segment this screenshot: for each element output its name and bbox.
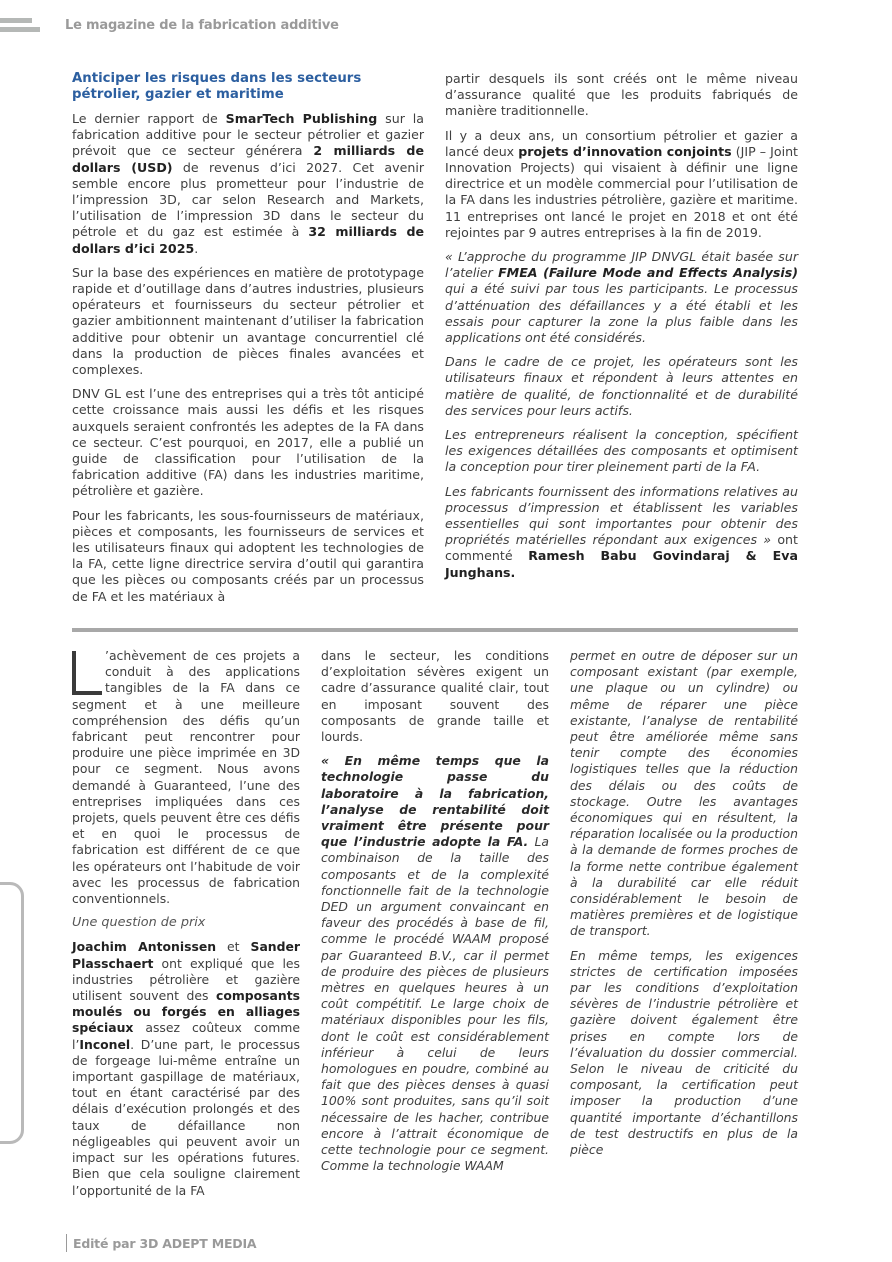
footer-decor-bar [66,1234,67,1252]
decorative-frame [0,882,24,1144]
magazine-title: Le magazine de la fabrication additive [65,18,339,33]
paragraph: dans le secteur, les conditions d’exploitation sévères exigent un cadre d’assurance qualité clair, tout en imposant souvent des composants de grande taille et lourds. [321,648,549,745]
paragraph: partir desquels ils sont créés ont le même niveau d’assurance qualité que les produits fabriqués de manière traditionnelle. [445,71,798,119]
article-column-bottom-3 [570,648,798,1166]
header-decor-bar [0,27,40,32]
article-column-top-left [72,71,424,613]
article-column-bottom-2 [321,648,549,1183]
quote-paragraph: Les fabricants fournissent des informations relatives au processus d’impression et établissent les variables essentielles qui sont importantes pour obtenir des propriétés matérielles répondant aux exigences » ont commenté Ramesh Babu Govindaraj & Eva Junghans. [445,483,798,580]
paragraph: Il y a deux ans, un consortium pétrolier et gazier a lancé deux projets d’innovation conjoints (JIP – Joint Innovation Projects) qui visaient à définir une ligne directrice et un modèle commercial pour l’utilisation de la FA dans les industries pétrolière, gazière et maritime. 11 entreprises ont lancé le projet en 2018 et ont été rejointes par 9 autres entreprises à la fin de 2019. [445,127,798,240]
paragraph: Joachim Antonissen et Sander Plasschaert ont expliqué que les industries pétrolière et gazière utilisent souvent des composants moulés ou forgés en alliages spéciaux assez coûteux comme l’Inconel. D’une part, le processus de forgeage lui-même entraîne un important gaspillage de matériaux, tout en étant caractérisé par des délais d’exécution prolongés et des taux de défaillance non négligeables qui peuvent avoir un impact sur les opérations futures. Bien que cela souligne clairement l’opportunité de la FA [72,939,301,1198]
article-column-top-right [445,71,798,589]
footer-publisher: Edité par 3D ADEPT MEDIA [73,1236,257,1251]
quote-paragraph: Dans le cadre de ce projet, les opérateurs sont les utilisateurs finaux et répondent à leurs attentes en matière de qualité, de fonctionnalité et de durabilité des services pour leurs actifs. [445,354,798,418]
paragraph: Le dernier rapport de SmarTech Publishing sur la fabrication additive pour le secteur pétrolier et gazier prévoit que ce secteur générera 2 milliards de dollars (USD) de revenus d’ici 2027. Cet avenir semble encore plus prometteur pour l’industrie de l’impression 3D, car selon Research and Markets, l’utilisation de l’impression 3D dans le secteur du pétrole et du gaz est estimée à 32 milliards de dollars d’ici 2025. [72,111,425,256]
quote-paragraph: « En même temps que la technologie passe du laboratoire à la fabrication, l’analyse de rentabilité doit vraiment être présente pour que l’industrie adopte la FA. La combinaison de la taille des composants et de la complexité fonctionnelle fait de la technologie DED un argument convaincant en faveur des procédés à base de fil, comme le procédé WAAM proposé par Guaranteed B.V., car il permet de produire des pièces de plusieurs mètres en quelques heures à un coût compétitif. Le large choix de matériaux disponibles pour les fils, dont le coût est considérablement inférieur à celui de leurs homologues en poudre, combiné au fait que des pièces denses à quasi 100% sont produites, sans qu’il soit nécessaire de les hacher, contribue encore à l’attrait économique de cette technologie pour ce segment. Comme la technologie WAAM [321,753,550,1174]
subheading: Une question de prix [72,915,206,931]
intro-paragraph: ’achèvement de ces projets a conduit à des applications tangibles de la FA dans ce segment et à une meilleure compréhension des défis qu’un fabricant peut rencontrer pour produire une pièce imprimée en 3D pour ce segment. Nous avons demandé à Guaranteed, l’une des entreprises impliquées dans ces projets, quels peuvent être ces défis et en quoi le processus de fabrication est différent de ce que les opérateurs ont l’habitude de voir avec les processus de fabrication conventionnels. [72,648,300,907]
paragraph: Pour les fabricants, les sous-fournisseurs de matériaux, pièces et composants, les fournisseurs de services et les utilisateurs finaux qui adoptent les technologies de la FA, cette ligne directrice servira d’outil qui garantira que les pièces ou composants créés par un processus de FA et les matériaux à [72,507,424,604]
paragraph: DNV GL est l’une des entreprises qui a très tôt anticipé cette croissance mais aussi les défis et les risques auxquels seraient confrontés les adeptes de la FA dans ce secteur. C’est pourquoi, en 2017, elle a publié un guide de classification pour l’utilisation de la fabrication additive (FA) dans les industries maritime, pétrolière et gazière. [72,386,424,499]
header-decor-bar [0,18,32,23]
article-column-bottom-1 [72,648,300,1207]
quote-paragraph: « L’approche du programme JIP DNVGL était basée sur l’atelier FMEA (Failure Mode and Effects Analysis) qui a été suivi par tous les participants. Le processus d’atténuation des défaillances y a été établi et les essais pour capturer la zone la plus faible dans les applications ont été considérés. [445,249,798,346]
dropcap-l-icon [72,651,102,695]
quote-paragraph: En même temps, les exigences strictes de certification imposées par les conditions d’exploitation sévères de l’industrie pétrolière et gazière doivent également être prises en compte lors de l’évaluation du dossier commercial. Selon le niveau de criticité du composant, la certification peut imposer la production d’une quantité importante d’échantillons de test destructifs en plus de la pièce [570,947,798,1158]
quote-paragraph: Les entrepreneurs réalisent la conception, spécifient les exigences détaillées des composants et optimisent la conception pour tirer pleinement parti de la FA. [445,427,798,475]
section-divider [72,628,798,632]
section-title: Anticiper les risques dans les secteurs pétrolier, gazier et maritime [72,71,362,102]
quote-paragraph: permet en outre de déposer sur un composant existant (par exemple, une plaque ou un cylindre) ou même de réparer une pièce existante, l’analyse de rentabilité peut être améliorée même sans tenir compte des économies logistiques telles que la réduction des délais ou des coûts de stockage. Outre les avantages économiques qui en résultent, la réparation localisée ou la production à la demande de formes proches de la forme nette contribue également à la durabilité car elle réduit considérablement le besoin de matières premières et de logistique de transport. [570,648,798,939]
paragraph: Sur la base des expériences en matière de prototypage rapide et d’outillage dans d’autres industries, plusieurs opérateurs et fournisseurs du secteur pétrolier et gazier ambitionnent maintenant d’utiliser la fabrication additive pour obtenir un avantage concurrentiel clé dans la production de pièces finales avancées et complexes. [72,264,424,378]
